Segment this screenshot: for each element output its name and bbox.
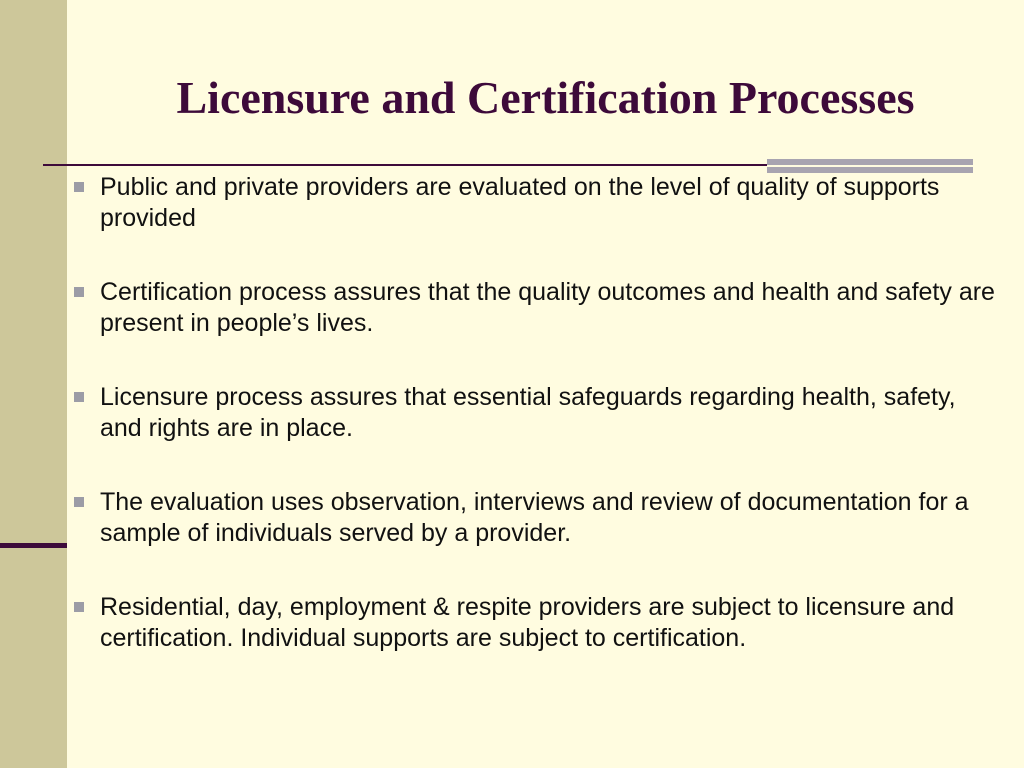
bullet-item — [74, 277, 1004, 339]
bullet-text: Residential, day, employment & respite providers are subject to licensure and certification. Individual supports are subject to certification. — [100, 593, 955, 652]
bullet-text: Public and private providers are evaluated on the level of quality of supports provided — [100, 173, 940, 232]
bullet-item — [74, 592, 1004, 654]
bullet-item — [74, 382, 1004, 444]
bullet-text: Certification process assures that the quality outcomes and health and safety are present in people’s lives. — [100, 278, 995, 337]
square-bullet-icon — [74, 182, 84, 192]
slide-title: Licensure and Certification Processes — [176, 72, 915, 123]
bullet-item — [74, 172, 1004, 234]
title-divider-accent — [767, 159, 973, 173]
left-decorative-band — [0, 0, 67, 768]
left-band-accent-bar — [0, 543, 67, 548]
square-bullet-icon — [74, 287, 84, 297]
bullet-text: Licensure process assures that essential safeguards regarding health, safety, and rights are in place. — [100, 383, 956, 442]
square-bullet-icon — [74, 497, 84, 507]
bullet-list — [74, 172, 1004, 697]
bullet-text: The evaluation uses observation, interviews and review of documentation for a sample of individuals served by a provider. — [100, 488, 969, 547]
bullet-item — [74, 487, 1004, 549]
square-bullet-icon — [74, 392, 84, 402]
square-bullet-icon — [74, 602, 84, 612]
